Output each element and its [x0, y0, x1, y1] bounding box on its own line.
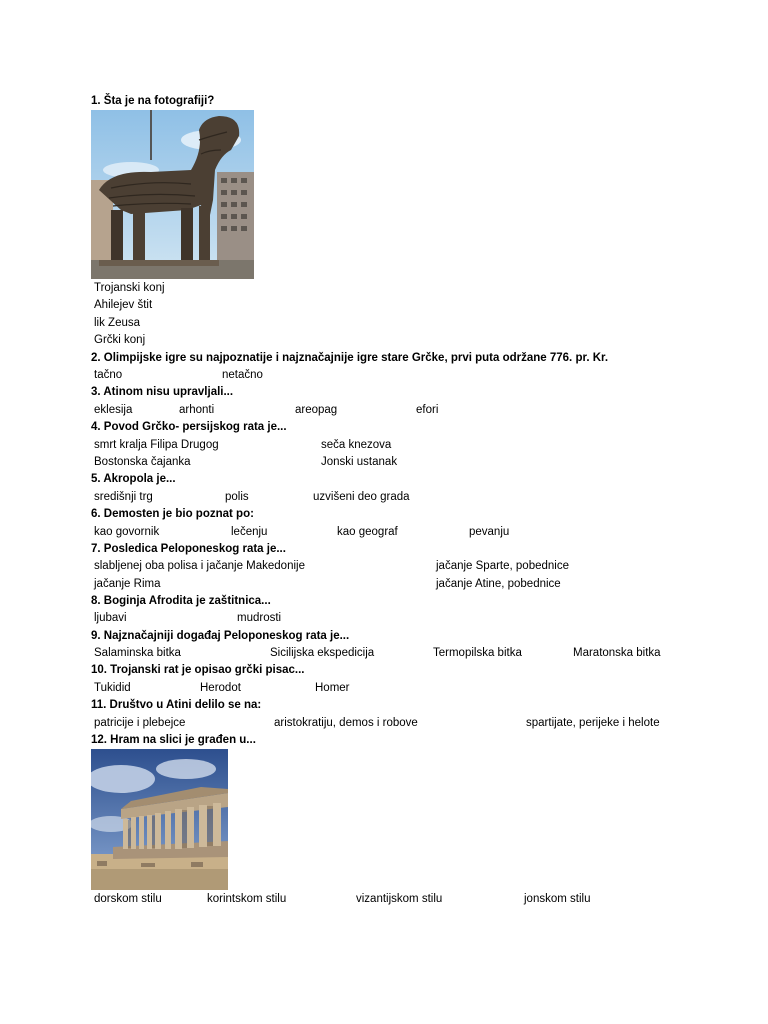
question-7: 7. Posledica Peloponeskog rata je...: [91, 543, 286, 555]
option-4-1[interactable]: smrt kralja Filipa Drugog: [94, 439, 219, 451]
option-12-3[interactable]: vizantijskom stilu: [356, 893, 443, 905]
question-4: 4. Povod Grčko- persijskog rata je...: [91, 421, 287, 433]
option-10-2[interactable]: Herodot: [200, 682, 241, 694]
option-3-3[interactable]: areopag: [295, 404, 338, 416]
option-10-1[interactable]: Tukidid: [94, 682, 131, 694]
option-6-4[interactable]: pevanju: [469, 526, 510, 538]
option-7-2[interactable]: jačanje Sparte, pobednice: [436, 560, 569, 572]
question-9: 9. Najznačajniji događaj Peloponeskog rata je...: [91, 630, 350, 642]
option-8-1[interactable]: ljubavi: [94, 612, 127, 624]
option-4-4[interactable]: Jonski ustanak: [321, 456, 398, 468]
option-4-3[interactable]: Bostonska čajanka: [94, 456, 191, 468]
option-5-1[interactable]: središnji trg: [94, 491, 153, 503]
option-12-2[interactable]: korintskom stilu: [207, 893, 287, 905]
option-12-4[interactable]: jonskom stilu: [524, 893, 591, 905]
option-7-4[interactable]: jačanje Atine, pobednice: [436, 578, 561, 590]
trojan-horse-photo: [91, 110, 254, 279]
option-11-3[interactable]: spartijate, perijeke i helote: [526, 717, 660, 729]
option-5-3[interactable]: uzvišeni deo grada: [313, 491, 410, 503]
option-6-3[interactable]: kao geograf: [337, 526, 398, 538]
option-1-3[interactable]: lik Zeusa: [94, 317, 141, 329]
option-4-2[interactable]: seča knezova: [321, 439, 392, 451]
option-6-2[interactable]: lečenju: [231, 526, 268, 538]
option-11-2[interactable]: aristokratiju, demos i robove: [274, 717, 418, 729]
option-2-1[interactable]: tačno: [94, 369, 123, 381]
option-9-3[interactable]: Termopilska bitka: [433, 647, 522, 659]
option-9-1[interactable]: Salaminska bitka: [94, 647, 181, 659]
question-12: 12. Hram na slici je građen u...: [91, 734, 256, 746]
option-3-1[interactable]: eklesija: [94, 404, 133, 416]
option-12-1[interactable]: dorskom stilu: [94, 893, 162, 905]
option-5-2[interactable]: polis: [225, 491, 249, 503]
option-3-4[interactable]: efori: [416, 404, 439, 416]
option-10-3[interactable]: Homer: [315, 682, 350, 694]
option-7-1[interactable]: slabljenej oba polisa i jačanje Makedonije: [94, 560, 305, 572]
question-11: 11. Društvo u Atini delilo se na:: [91, 699, 262, 711]
question-8: 8. Boginja Afrodita je zaštitnica...: [91, 595, 271, 607]
option-9-4[interactable]: Maratonska bitka: [573, 647, 661, 659]
option-8-2[interactable]: mudrosti: [237, 612, 282, 624]
question-10: 10. Trojanski rat je opisao grčki pisac...: [91, 664, 305, 676]
question-3: 3. Atinom nisu upravljali...: [91, 386, 234, 398]
parthenon-photo: [91, 749, 228, 890]
option-3-2[interactable]: arhonti: [179, 404, 215, 416]
option-6-1[interactable]: kao govornik: [94, 526, 160, 538]
option-7-3[interactable]: jačanje Rima: [94, 578, 161, 590]
option-9-2[interactable]: Sicilijska ekspedicija: [270, 647, 375, 659]
question-6: 6. Demosten je bio poznat po:: [91, 508, 254, 520]
option-1-4[interactable]: Grčki konj: [94, 334, 146, 346]
option-1-1[interactable]: Trojanski konj: [94, 282, 165, 294]
option-2-2[interactable]: netačno: [222, 369, 263, 381]
option-1-2[interactable]: Ahilejev štit: [94, 299, 153, 311]
option-11-1[interactable]: patricije i plebejce: [94, 717, 186, 729]
question-2: 2. Olimpijske igre su najpoznatije i najznačajnije igre stare Grčke, prvi puta održane 776. pr. Kr.: [91, 352, 609, 364]
question-1: 1. Šta je na fotografiji?: [91, 95, 215, 107]
question-5: 5. Akropola je...: [91, 473, 176, 485]
